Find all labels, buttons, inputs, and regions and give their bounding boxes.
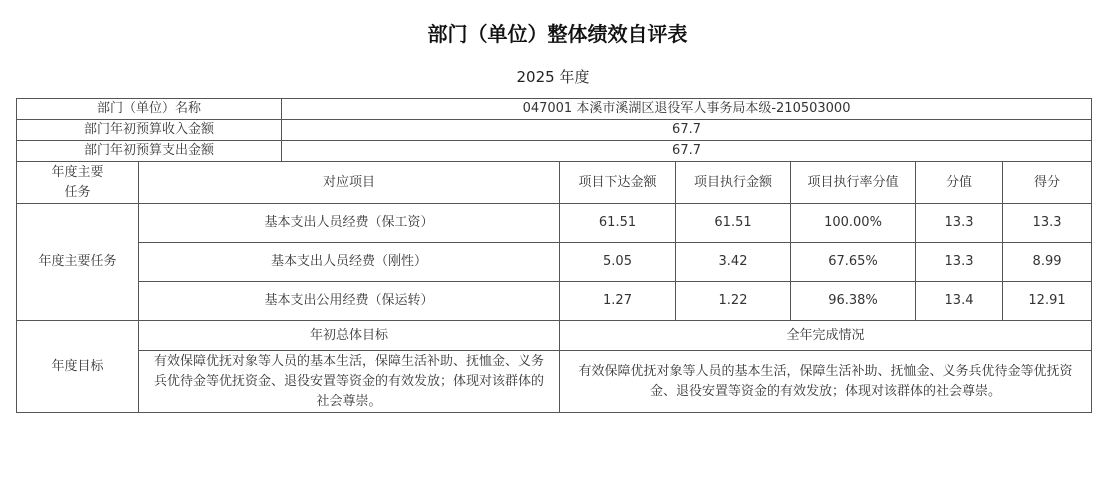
unit-name-value: 047001 本溪市溪湖区退役军人事务局本级-210503000 (282, 99, 1092, 120)
task-got: 12.91 (1003, 282, 1092, 321)
annual-task-header-line1: 年度主要 (51, 164, 104, 180)
task-exec-rate: 67.65% (791, 243, 916, 282)
annual-task-header (17, 162, 139, 204)
performance-table (16, 98, 1092, 413)
goal-header-row (17, 321, 1092, 351)
report-year: 2025 年度 (516, 68, 590, 86)
budget-expense-value: 67.7 (282, 141, 1092, 162)
completion-header: 全年完成情况 (560, 321, 1092, 351)
table-row (17, 243, 1092, 282)
task-executed: 61.51 (676, 204, 791, 243)
page-title: 部门（单位）整体绩效自评表 (427, 22, 688, 46)
table-row (17, 282, 1092, 321)
unit-name-row (17, 99, 1092, 120)
budget-income-row (17, 120, 1092, 141)
task-score: 13.3 (916, 243, 1003, 282)
initial-goal-text: 有效保障优抚对象等人员的基本生活，保障生活补助、抚恤金、义务兵优待金等优抚资金、退役安置等资金的有效发放；体现对该群体的社会尊崇。 (139, 351, 560, 413)
task-executed: 3.42 (676, 243, 791, 282)
executed-header: 项目执行金额 (676, 162, 791, 204)
task-allocated: 1.27 (560, 282, 676, 321)
unit-name-label: 部门（单位）名称 (17, 99, 282, 120)
task-score: 13.4 (916, 282, 1003, 321)
annual-task-label: 年度主要任务 (17, 204, 139, 321)
annual-task-header-line2: 任务 (64, 184, 91, 200)
score-got-header: 得分 (1003, 162, 1092, 204)
task-got: 8.99 (1003, 243, 1092, 282)
goal-text-row (17, 351, 1092, 413)
task-executed: 1.22 (676, 282, 791, 321)
project-header: 对应项目 (139, 162, 560, 204)
budget-expense-label: 部门年初预算支出金额 (17, 141, 282, 162)
budget-income-value: 67.7 (282, 120, 1092, 141)
budget-income-label: 部门年初预算收入金额 (17, 120, 282, 141)
completion-text: 有效保障优抚对象等人员的基本生活，保障生活补助、抚恤金、义务兵优待金等优抚资金、退役安置等资金的有效发放；体现对该群体的社会尊崇。 (560, 351, 1092, 413)
task-exec-rate: 96.38% (791, 282, 916, 321)
task-got: 13.3 (1003, 204, 1092, 243)
task-allocated: 5.05 (560, 243, 676, 282)
exec-rate-header: 项目执行率分值 (791, 162, 916, 204)
annual-goal-label: 年度目标 (17, 321, 139, 413)
score-value-header: 分值 (916, 162, 1003, 204)
task-allocated: 61.51 (560, 204, 676, 243)
task-header-row (17, 162, 1092, 204)
task-project: 基本支出人员经费（保工资） (139, 204, 560, 243)
initial-goal-header: 年初总体目标 (139, 321, 560, 351)
task-score: 13.3 (916, 204, 1003, 243)
budget-expense-row (17, 141, 1092, 162)
allocated-header: 项目下达金额 (560, 162, 676, 204)
table-row (17, 204, 1092, 243)
task-project: 基本支出人员经费（刚性） (139, 243, 560, 282)
task-exec-rate: 100.00% (791, 204, 916, 243)
task-project: 基本支出公用经费（保运转） (139, 282, 560, 321)
